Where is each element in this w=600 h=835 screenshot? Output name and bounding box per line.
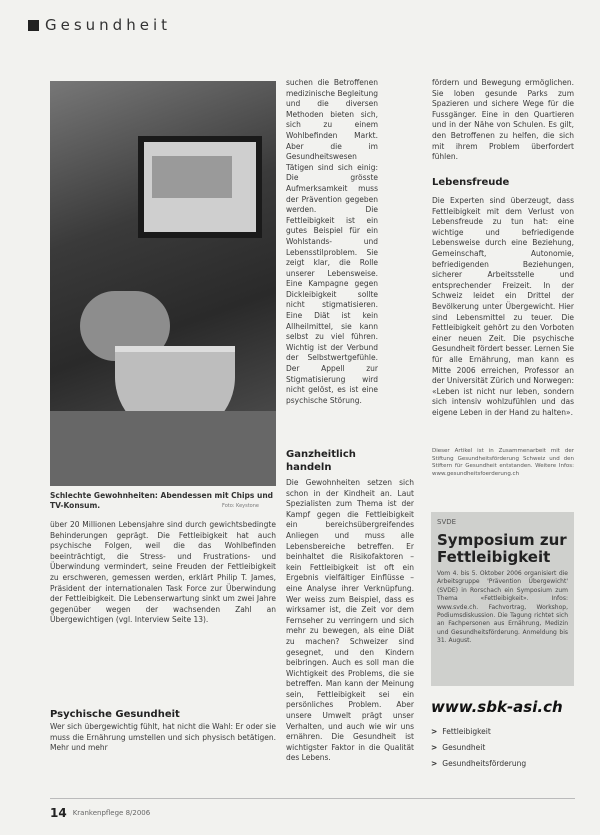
symposium-box xyxy=(431,512,574,686)
lap-shape xyxy=(50,411,276,486)
arrow-right-icon: > xyxy=(431,743,438,752)
heading-psychische-gesundheit: Psychische Gesundheit xyxy=(50,709,180,720)
box-title: Symposium zur Fettleibigkeit xyxy=(437,531,567,566)
left-column-text xyxy=(50,520,276,628)
left-paragraph-2: Wer sich übergewichtig fühlt, hat nicht die Wahl: Er oder sie muss die Ernährung umstellen und sich physisch betätigen. Mehr und mehr xyxy=(50,722,276,753)
arrow-right-icon: > xyxy=(431,759,438,768)
right-paragraph-2: Die Experten sind überzeugt, dass Fettleibigkeit mit dem Verlust von Lebensfreude zu tun hat: eine wichtige und befriedigende Lebensweise durch eine Beziehung, Gemeinschaft, Autonomie, befriedigenden Beziehungen, sicherer Arbeitsstelle und entsprechender Freizeit. In der Schweiz leidet ein Drittel der Bevölkerung unter Übergewicht. Hier sind Lebensmittel zu teuer. Die Fettleibigkeit gehört zu den Vorboten einer neuen Zeit. Die psychische Gesundheit fördert besser. Lernen Sie für alle Ernährung, man kann es Mitte 2006 erreichen, Professor an der Universität Zürich und Norwegen: «Leben ist nicht nur leben, sondern sich intensiv wohlzufühlen und das eigene Leben in der Hand zu halten». xyxy=(432,196,574,417)
heading-lebensfreude: Lebensfreude xyxy=(432,177,510,188)
arrow-right-icon: > xyxy=(431,727,438,736)
link-label: Fettleibigkeit xyxy=(442,727,491,736)
section-square-icon xyxy=(28,20,39,31)
tv-shape xyxy=(138,136,262,238)
source-note: Dieser Artikel ist in Zusammenarbeit mit der Stiftung Gesundheitsförderung Schweiz und den Stiftern für Gesundheit entstanden. Weitere Infos: www.gesundheitsfoerderung.ch xyxy=(432,448,574,477)
left-paragraph: über 20 Millionen Lebensjahre sind durch gewichtsbedingte Behinderungen geprägt. Die Fettleibigkeit hat auch psychische Folgen, weil die das Wohlbefinden beeinträchtigt, die Stress- und Frustrations- und Überwindung vermindert, seine Freuden der Fettleibigkeit zu erschweren, gemessen werden, erklärt Philip T. James, Präsident der internationalen Task Force zur Überwindung der Fettleibigkeit. Die Lebenserwartung sinkt um zwei Jahre gegenüber wegen der wachsenden Zahl an Übergewichtigen (vgl. Interview Seite 13). xyxy=(50,520,276,625)
mid-column-narrow xyxy=(286,78,378,408)
article-photo xyxy=(50,81,276,486)
footer-rule xyxy=(50,798,575,799)
link-label: Gesundheitsförderung xyxy=(442,759,527,768)
website-links xyxy=(431,724,581,772)
website-url[interactable]: www.sbk-asi.ch xyxy=(431,698,563,716)
link-row[interactable] xyxy=(431,740,581,756)
link-row[interactable] xyxy=(431,724,581,740)
page-footer xyxy=(50,806,150,820)
left-column-text-2 xyxy=(50,722,276,756)
link-row[interactable] xyxy=(431,756,581,772)
box-body: Vom 4. bis 5. Oktober 2006 organisiert die Arbeitsgruppe 'Prävention Übergewicht' (SVDE) in Rorschach ein Symposium zum Thema «Fettleibigkeit». Infos: www.svde.ch. Fachvortrag, Workshop, Podiumsdiskussion. Die Tagung richtet sich an Fachpersonen aus Ernährung, Medizin und Gesundheitsförderung. Anmeldung bis 31. August. xyxy=(437,570,568,645)
photo-credit: Foto: Keystone xyxy=(222,503,259,509)
right-column-text xyxy=(432,78,574,165)
mid-paragraph-2: Die Gewohnheiten setzen sich schon in der Kindheit an. Laut Spezialisten zum Thema ist der Kampf gegen die Fettleibigkeit ein bereichsübergreifendes Anliegen und muss alle Lebensbereiche betreffen. Er beinhaltet die Risikofaktoren – kein Fettleibigkeit ist oft ein Ergebnis vielfältiger Einflüsse – eine Analyse ihrer Verknüpfung. Wer weiss zum Beispiel, dass es wirksamer ist, die Zeit vor dem Fernseher zu verringern und sich mehr zu bewegen, als eine Diät zu machen? Schweizer sind gesegnet, und den Kindern beibringen. Auch es soll man die Wichtigkeit des Problems, die sie betreffen. Man kann der Meinung sein, Fettleibigkeit sei ein persönliches Problem. Aber unsere Umwelt prägt unser Verhalten, und auch wie wir uns ernähren. Die Gesundheit ist wichtigster Faktor in die Qualität des Lebens. xyxy=(286,478,414,763)
link-label: Gesundheit xyxy=(442,743,486,752)
heading-ganzheitlich: Ganzheitlich handeln xyxy=(286,449,356,473)
right-column-text-2 xyxy=(432,196,574,444)
photo-caption: Schlechte Gewohnheiten: Abendessen mit Chips und TV-Konsum. xyxy=(50,491,274,510)
section-title: Gesundheit xyxy=(45,16,171,34)
box-tag: SVDE xyxy=(437,518,457,526)
mid-column-text-2 xyxy=(286,478,414,798)
page-number: 14 xyxy=(50,806,67,820)
section-header xyxy=(28,14,588,36)
publication-name: Krankenpflege 8/2006 xyxy=(72,809,151,817)
right-paragraph: fördern und Bewegung ermöglichen. Sie loben gesunde Parks zum Spazieren und sichere Wege für die Fussgänger. Eine in den Quartieren und in der Nähe von Schulen. Es gilt, den Betroffenen zu helfen, die sich mit ihrem Problem überfordert fühlen. xyxy=(432,78,574,162)
mid-paragraph: suchen die Betroffenen medizinische Begleitung und die diversen Methoden bieten sich, sich zu einem Wohlbefinden Markt. Aber die im Gesundheitswesen Tätigen sind sich einig: Die grösste Aufmerksamkeit muss der Prävention gegeben werden. Die Fettleibigkeit ist ein gutes Beispiel für ein Wohlstands- und Lebensstilproblem. Sie zeigt klar, die Rolle unserer Lebensweise. Eine Kampagne gegen Dickleibigkeit sollte nicht stigmatisieren. Eine Diät ist kein Allheilmittel, sie kann selbst zu viel führen. Wichtig ist der Verbund der Selbstwertgefühle. Der Appell zur Stigmatisierung wird nicht gelöst, es ist eine psychische Störung. xyxy=(286,78,378,405)
